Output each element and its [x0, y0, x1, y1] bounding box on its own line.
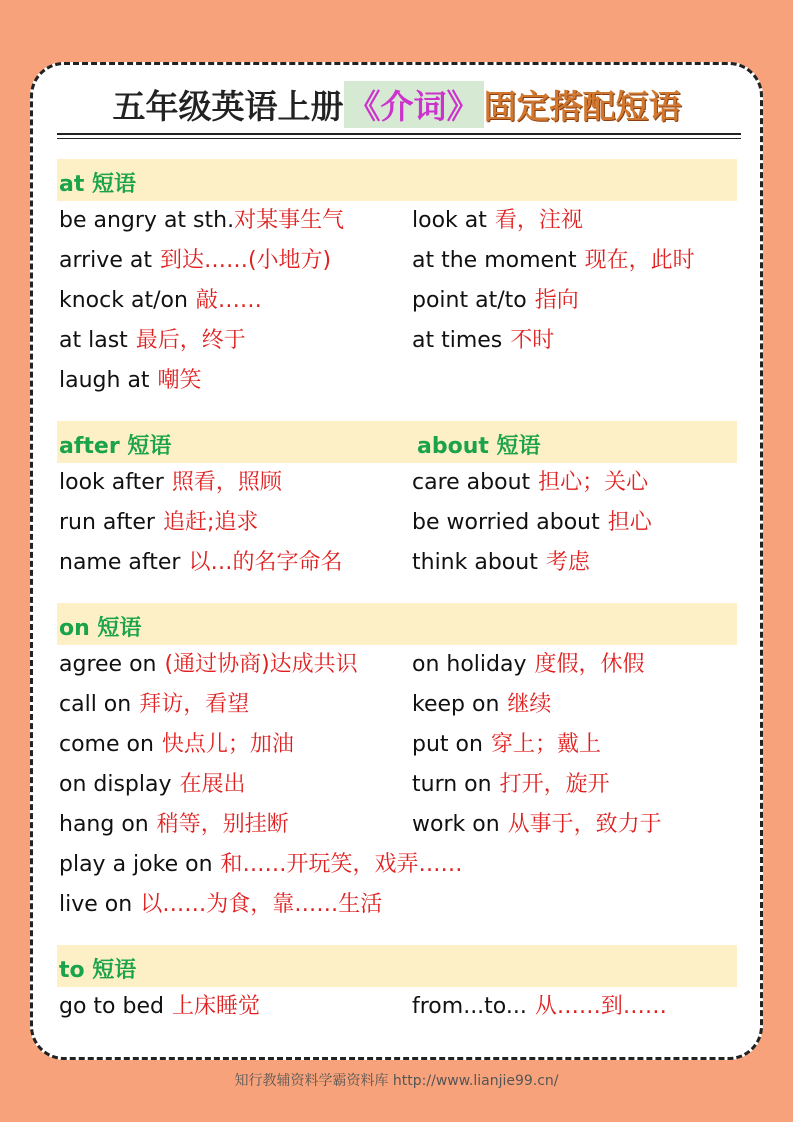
phrase-chinese: 看，注视: [494, 208, 583, 233]
phrase-english: arrive at: [59, 248, 152, 273]
section-heading-after: after 短语: [59, 434, 172, 459]
phrase-row: [57, 725, 737, 765]
phrase-english: run after: [59, 510, 155, 535]
phrase-english: at last: [59, 328, 128, 353]
phrase-english: knock at/on: [59, 288, 188, 313]
phrase-english: point at/to: [412, 288, 527, 313]
phrase-item: [412, 987, 667, 1027]
phrase-chinese: 担心: [607, 510, 652, 535]
section-on: [57, 603, 737, 925]
phrase-english: look at: [412, 208, 487, 233]
phrase-chinese: 敲……: [195, 288, 262, 313]
phrase-item: [59, 645, 358, 685]
phrase-english: play a joke on: [59, 852, 213, 877]
page-title: [57, 77, 737, 131]
phrase-item: [412, 685, 551, 725]
phrase-row: [57, 503, 737, 543]
phrase-item: [59, 281, 262, 321]
phrase-item: [412, 725, 601, 765]
phrase-chinese: 追赶;追求: [162, 510, 259, 535]
phrase-english: be angry at sth.: [59, 208, 235, 233]
phrase-item: [412, 463, 648, 503]
phrase-english: think about: [412, 550, 538, 575]
phrase-item: [412, 543, 590, 583]
phrase-card: [30, 62, 763, 1060]
phrase-english: at times: [412, 328, 503, 353]
phrase-item: [412, 765, 610, 805]
phrase-chinese: 快点儿；加油: [161, 732, 294, 757]
phrase-row: [57, 201, 737, 241]
phrase-english: work on: [412, 812, 500, 837]
title-part-grade: 五年级英语上册: [112, 86, 344, 126]
phrase-chinese: 最后，终于: [135, 328, 246, 353]
phrase-item: [412, 503, 652, 543]
phrase-chinese: 现在，此时: [584, 248, 695, 273]
phrase-item: [59, 241, 331, 281]
phrase-item: [59, 685, 249, 725]
phrase-chinese: 以…的名字命名: [188, 550, 343, 575]
phrase-english: look after: [59, 470, 164, 495]
phrase-english: live on: [59, 892, 133, 917]
phrase-row: [57, 281, 737, 321]
section-heading-to: to 短语: [59, 958, 137, 983]
phrase-chinese: 从事于，致力于: [507, 812, 662, 837]
section-header: [57, 421, 737, 463]
section-heading-at: at 短语: [59, 172, 137, 197]
phrase-row: [57, 543, 737, 583]
title-rule-thick: [57, 133, 741, 135]
section-heading-about: about 短语: [417, 434, 541, 459]
phrase-chinese: 指向: [534, 288, 579, 313]
phrase-chinese: 以……为食，靠……生活: [140, 892, 383, 917]
phrase-chinese: 上床睡觉: [171, 994, 260, 1019]
phrase-chinese: 在展出: [179, 772, 246, 797]
phrase-item: [59, 805, 289, 845]
section-header: [57, 945, 737, 987]
phrase-english: come on: [59, 732, 154, 757]
phrase-item: [412, 321, 554, 361]
phrase-item: [59, 201, 344, 241]
phrase-chinese: 从……到……: [534, 994, 667, 1019]
phrase-chinese: 到达……(小地方): [159, 248, 332, 273]
phrase-item: [412, 805, 662, 845]
phrase-chinese: 考虑: [545, 550, 590, 575]
phrase-row: [57, 987, 737, 1027]
phrase-list: [57, 201, 737, 401]
phrase-row: [57, 685, 737, 725]
phrase-english: from...to...: [412, 994, 527, 1019]
section-header: [57, 603, 737, 645]
phrase-chinese: (通过协商)达成共识: [164, 652, 358, 677]
phrase-chinese: 穿上；戴上: [490, 732, 601, 757]
phrase-item: [59, 543, 342, 583]
phrase-row: [57, 321, 737, 361]
phrase-row: [57, 765, 737, 805]
phrase-english: care about: [412, 470, 531, 495]
phrase-item: [412, 241, 695, 281]
phrase-item: [59, 361, 202, 401]
phrase-row: [57, 241, 737, 281]
section-after-about: [57, 421, 737, 583]
phrase-row: [57, 361, 737, 401]
phrase-english: be worried about: [412, 510, 600, 535]
phrase-item: [412, 201, 583, 241]
title-part-phrases: 固定搭配短语: [483, 86, 682, 126]
phrase-row: [57, 885, 737, 925]
phrase-list: [57, 645, 737, 925]
footer-source: 知行教辅资料学霸资料库 http://www.lianjie99.cn/: [234, 1073, 559, 1089]
phrase-item: [412, 645, 645, 685]
phrase-english: at the moment: [412, 248, 577, 273]
phrase-list: [57, 463, 737, 583]
title-part-topic: 《介词》: [344, 81, 484, 128]
phrase-english: hang on: [59, 812, 149, 837]
phrase-chinese: 打开，旋开: [499, 772, 610, 797]
title-rule-thin: [57, 138, 741, 139]
phrase-chinese: 照看，照顾: [171, 470, 282, 495]
phrase-english: go to bed: [59, 994, 164, 1019]
phrase-english: keep on: [412, 692, 500, 717]
phrase-chinese: 继续: [507, 692, 552, 717]
phrase-chinese: 嘲笑: [157, 368, 202, 393]
section-to: [57, 945, 737, 1027]
phrase-english: call on: [59, 692, 132, 717]
phrase-row: [57, 805, 737, 845]
phrase-item: [59, 321, 246, 361]
section-at: [57, 159, 737, 401]
phrase-chinese: 稍等，别挂断: [156, 812, 289, 837]
phrase-list: [57, 987, 737, 1027]
phrase-item: [59, 463, 282, 503]
phrase-row: [57, 845, 737, 885]
phrase-english: put on: [412, 732, 483, 757]
phrase-item: [59, 503, 258, 543]
phrase-chinese: 对某事生气: [234, 208, 345, 233]
phrase-item: [59, 987, 260, 1027]
phrase-chinese: 担心；关心: [538, 470, 649, 495]
phrase-item: [59, 885, 382, 925]
phrase-english: name after: [59, 550, 181, 575]
phrase-chinese: 不时: [510, 328, 555, 353]
phrase-chinese: 度假，休假: [534, 652, 645, 677]
phrase-row: [57, 463, 737, 503]
phrase-item: [59, 845, 463, 885]
phrase-english: on holiday: [412, 652, 527, 677]
phrase-item: [59, 765, 246, 805]
section-heading-on: on 短语: [59, 616, 142, 641]
phrase-item: [59, 725, 294, 765]
phrase-english: agree on: [59, 652, 157, 677]
phrase-english: on display: [59, 772, 172, 797]
phrase-chinese: 拜访，看望: [139, 692, 250, 717]
phrase-english: laugh at: [59, 368, 150, 393]
section-header: [57, 159, 737, 201]
phrase-english: turn on: [412, 772, 492, 797]
phrase-item: [412, 281, 579, 321]
phrase-chinese: 和……开玩笑，戏弄……: [220, 852, 463, 877]
phrase-row: [57, 645, 737, 685]
